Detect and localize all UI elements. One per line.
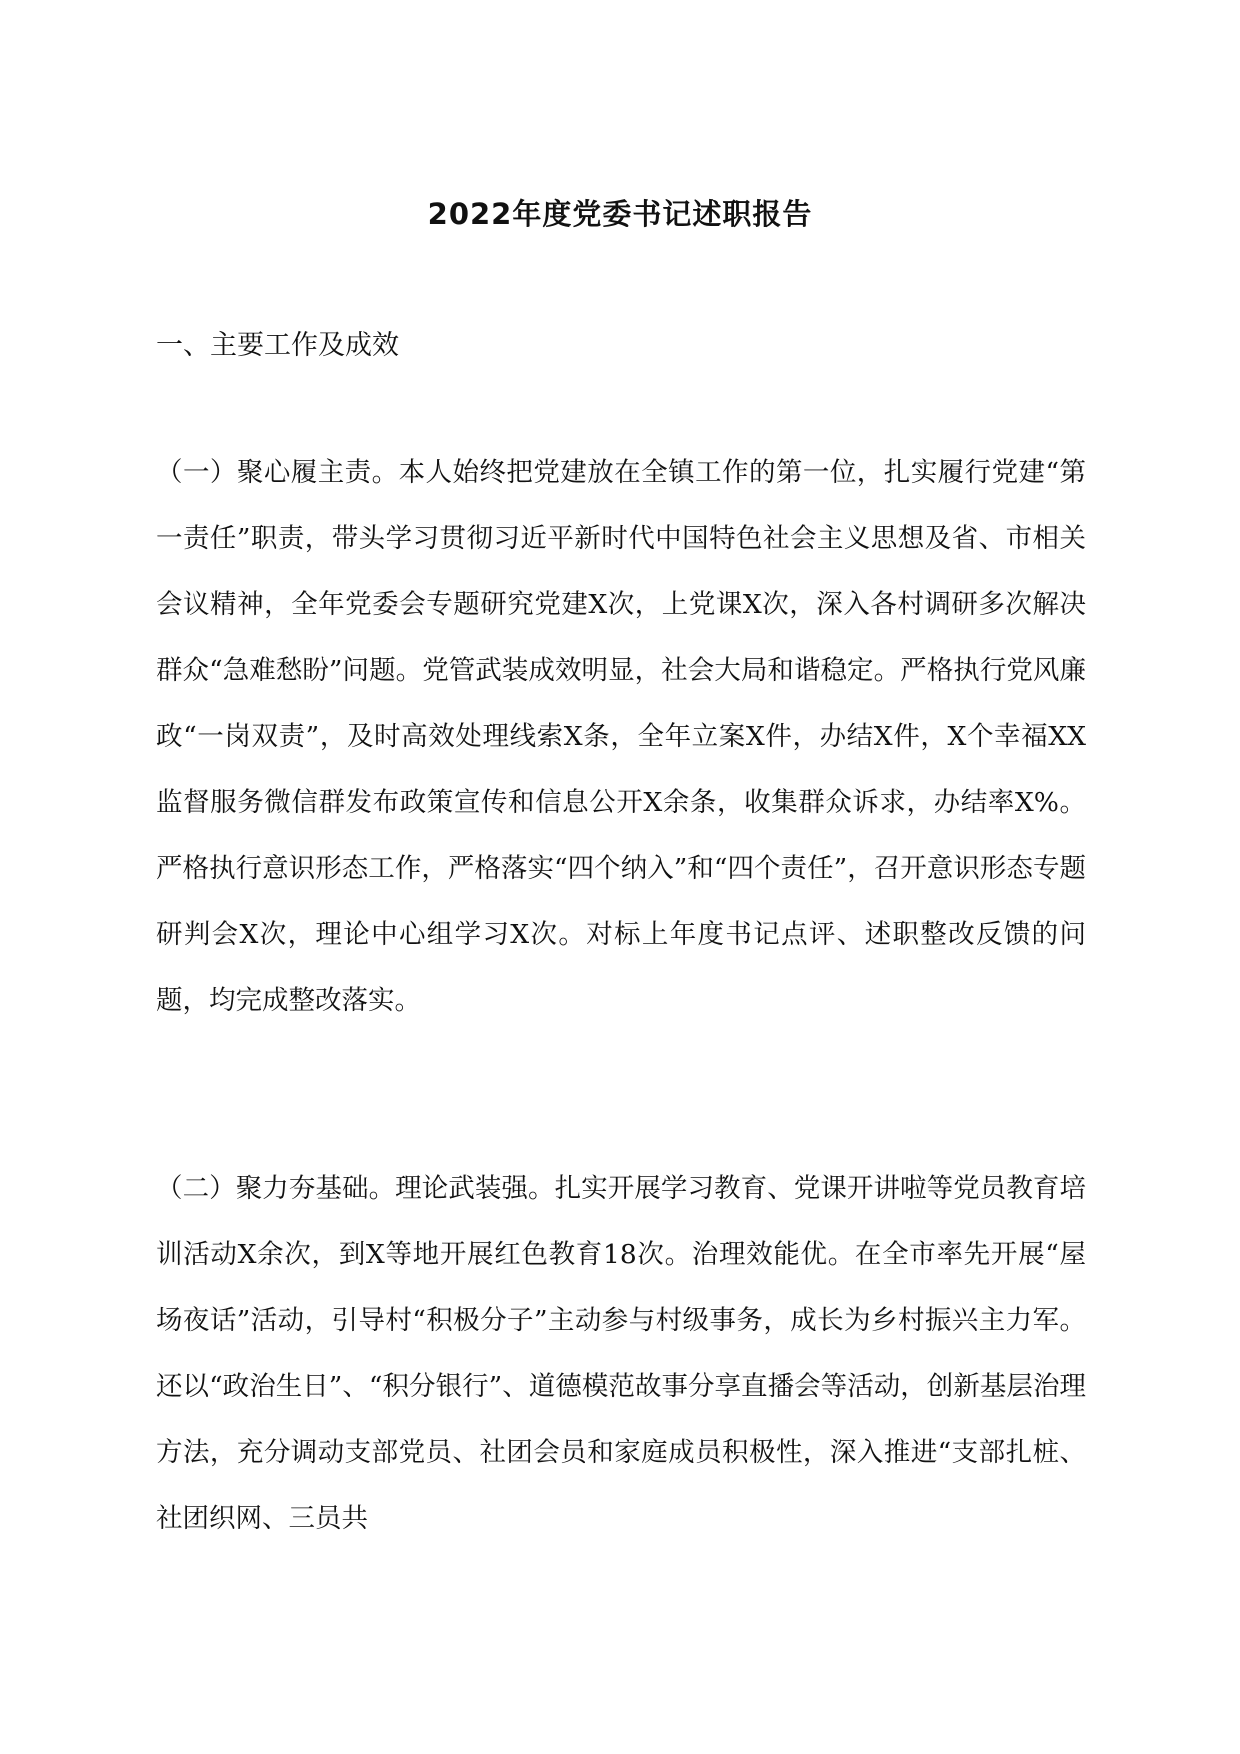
document-title: 2022年度党委书记述职报告 [427,197,813,231]
paragraph-2: （二）聚力夯基础。理论武装强。扎实开展学习教育、党课开讲啦等党员教育培训活动X余次，到X等地开展红色教育18次。治理效能优。在全市率先开展“屋场夜话”活动，引导村“积极分子”主动参与村级事务，成长为乡村振兴主力军。还以“政治生日”、“积分银行”、道德模范故事分享直播会等活动，创新基层治理方法，充分调动支部党员、社团会员和家庭成员积极性，深入推进“支部扎桩、社团织网、三员共 [156,1173,1086,1534]
section-heading: 一、主要工作及成效 [156,330,399,361]
paragraph-1: （一）聚心履主责。本人始终把党建放在全镇工作的第一位，扎实履行党建“第一责任”职责，带头学习贯彻习近平新时代中国特色社会主义思想及省、市相关会议精神，全年党委会专题研究党建X次，上党课X次，深入各村调研多次解决群众“急难愁盼”问题。党管武装成效明显，社会大局和谐稳定。严格执行党风廉政“一岗双责”，及时高效处理线索X条，全年立案X件，办结X件，X个幸福XX监督服务微信群发布政策宣传和信息公开X余条，收集群众诉求，办结率X%。严格执行意识形态工作，严格落实“四个纳入”和“四个责任”，召开意识形态专题研判会X次，理论中心组学习X次。对标上年度书记点评、述职整改反馈的问题，均完成整改落实。 [156,457,1086,1016]
